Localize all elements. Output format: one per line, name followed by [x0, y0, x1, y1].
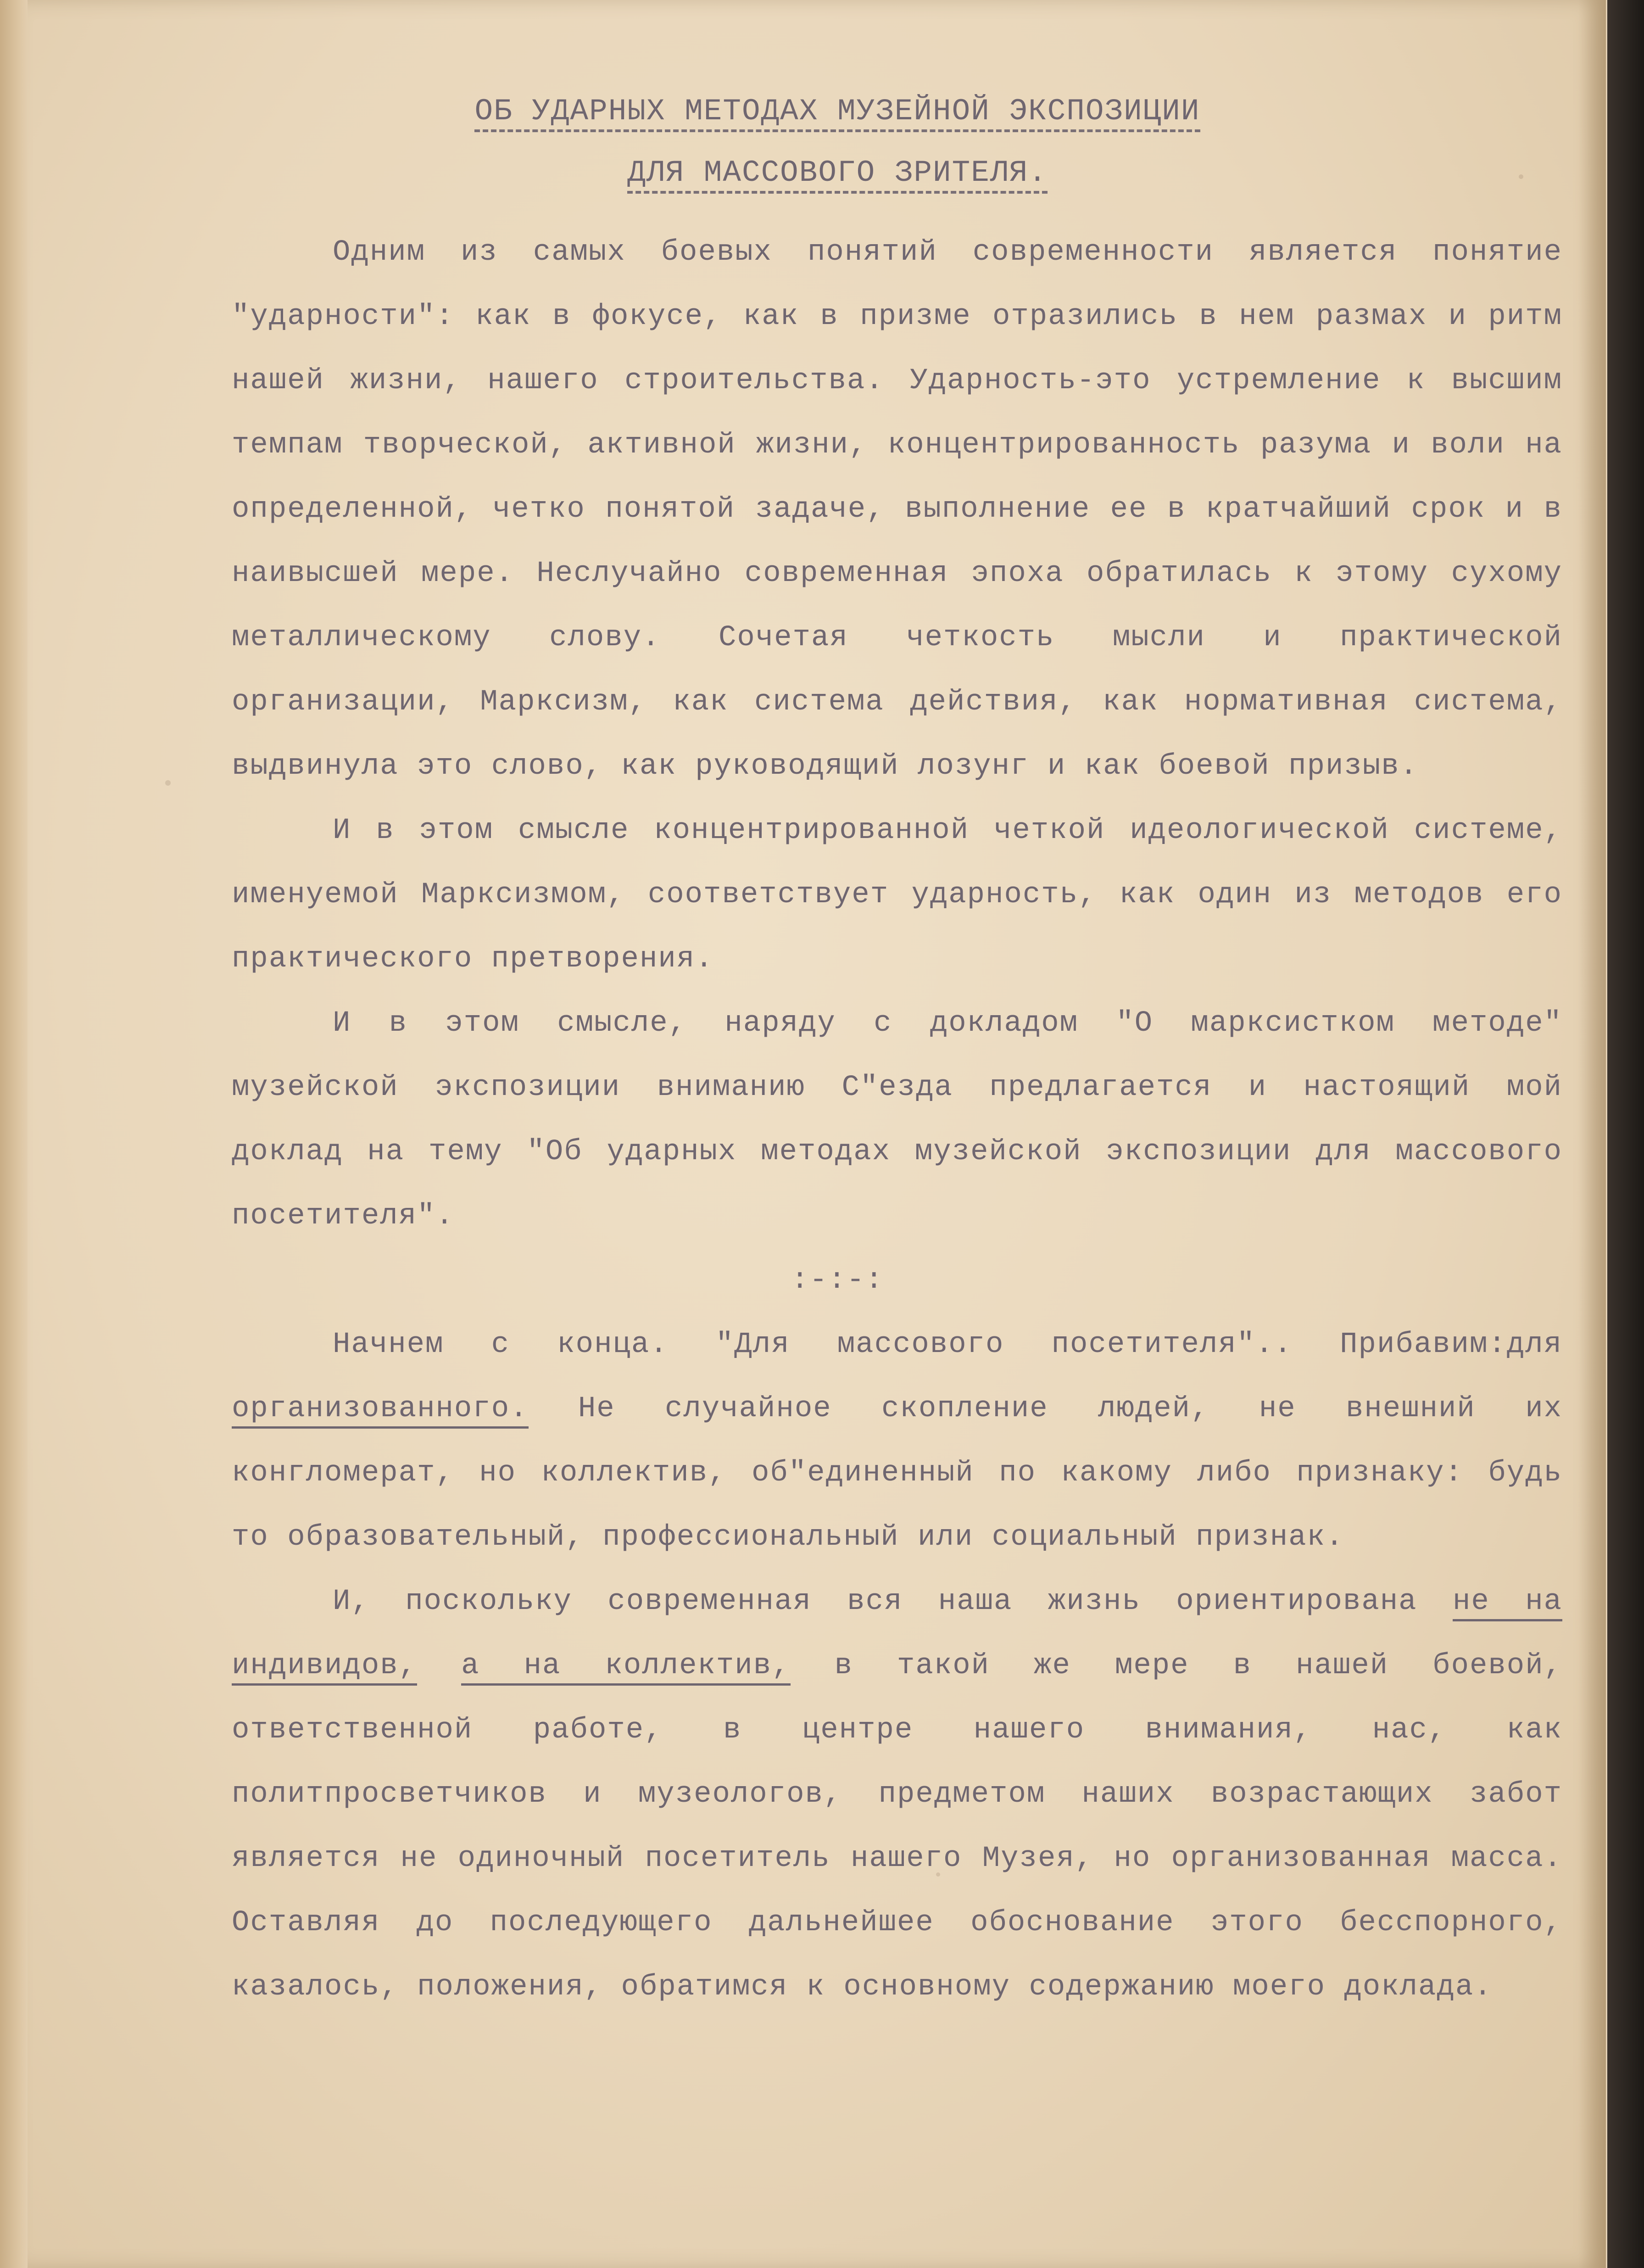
title-line-2: ДЛЯ МАССОВОГО ЗРИТЕЛЯ.: [232, 158, 1443, 194]
right-dark-edge: [1607, 0, 1644, 2268]
underlined-word: организованного.: [232, 1392, 529, 1429]
paper-speck: [165, 780, 171, 786]
underlined-phrase-1: не на индивидов,: [232, 1585, 1562, 1686]
section-separator: :-:-:: [791, 1264, 884, 1297]
paragraph-3: И в этом смысле, наряду с докладом "О марксистком методе" музейской экспозиции вниманию С"езда предлагается и настоящий мой доклад на тему "Об ударных методах музейской экспозиции для массового посетителя".: [232, 1007, 1562, 1233]
document-body: [232, 96, 1562, 2019]
paragraph-4: Начнем с конца. "Для массового посетителя".. Прибавим:для организованного. Не случайное скопление людей, не внешний их конгломерат, но коллектив, об"единенный по какому либо признаку: будь то образовательный, профессиональный или социальный признак.: [232, 1328, 1562, 1554]
title-line-1: ОБ УДАРНЫХ МЕТОДАХ МУЗЕЙНОЙ ЭКСПОЗИЦИИ: [232, 96, 1443, 132]
page-shadow: [1578, 0, 1606, 2268]
paragraph-5: И, поскольку современная вся наша жизнь ориентирована не на индивидов, а на коллектив, в такой же мере в нашей боевой, ответственной работе, в центре нашего внимания, нас, как политпросветчиков и музеологов, предметом наших возрастающих забот является не одиночный посетитель нашего Музея, но организованная масса. Оставляя до последующего дальнейшее обоснование этого бесспорного, казалось, положения, обратимся к основному содержанию моего доклада.: [232, 1585, 1563, 2004]
paragraph-1: Одним из самых боевых понятий современности является понятие "ударности": как в фокусе, как в призме отразились в нем размах и ритм нашей жизни, нашего строительства. Ударность-это устремление к высшим темпам творческой, активной жизни, концентрированность разума и воли на определенной, четко понятой задаче, выполнение ее в кратчайший срок и в наивысшей мере. Неслучайно современная эпоха обратилась к этому сухому металлическому слову. Сочетая четкость мысли и практической организации, Марксизм, как система действия, как нормативная система, выдвинула это слово, как руководящий лозунг и как боевой призыв.: [232, 236, 1562, 783]
underlined-phrase-2: а на коллектив,: [461, 1649, 790, 1686]
paragraph-2: И в этом смысле концентрированной четкой идеологической системе, именуемой Марксизмом, соответствует ударность, как один из методов его практического претворения.: [232, 814, 1562, 976]
